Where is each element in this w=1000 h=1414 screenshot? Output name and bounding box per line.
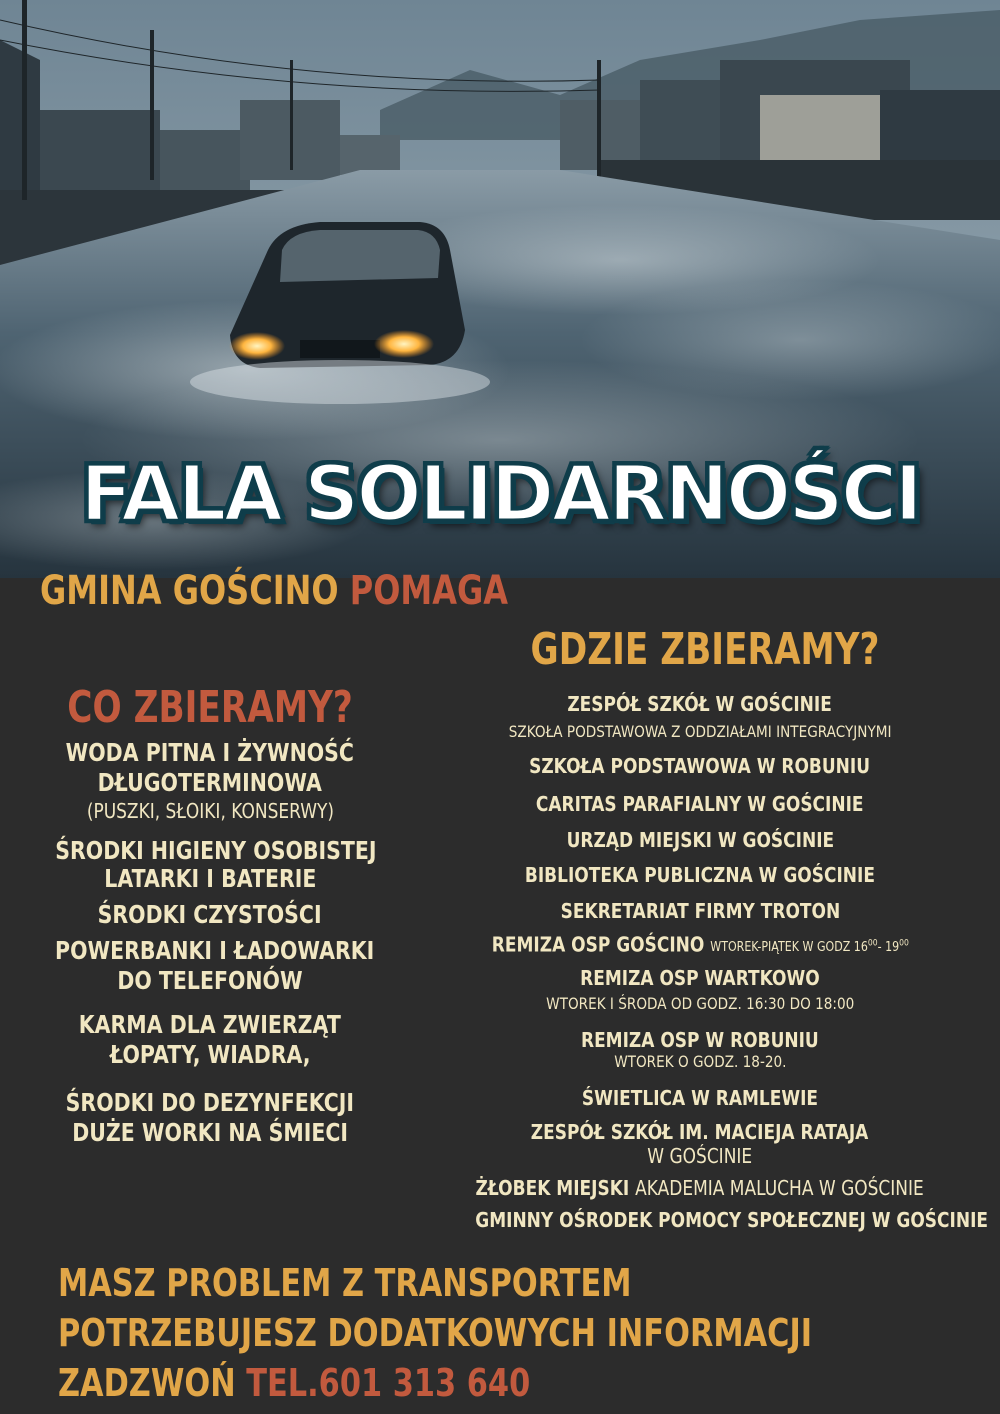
- location-osp-robun: REMIZA OSP W ROBUNIU: [581, 1028, 819, 1052]
- footer-line-3: [58, 1358, 812, 1408]
- osp-goscino-name: REMIZA OSP GOŚCINO: [491, 932, 704, 957]
- location-zlobek: [430, 1176, 970, 1200]
- footer-call: ZADZWOŃ: [58, 1361, 236, 1405]
- list-item-note: (PUSZKI, SŁOIKI, KONSERWY): [86, 799, 334, 823]
- what-heading: CO ZBIERAMY?: [67, 682, 353, 733]
- zlobek-rest: AKADEMIA MALUCHA W GOŚCINIE: [635, 1176, 925, 1200]
- location-zespol-rataja-2: W GOŚCINIE: [647, 1144, 753, 1168]
- subtitle: [40, 568, 508, 614]
- location-urzad: URZĄD MIEJSKI W GOŚCINIE: [566, 828, 834, 852]
- location-biblioteka: BIBLIOTEKA PUBLICZNA W GOŚCINIE: [524, 863, 876, 887]
- list-item: ŚRODKI CZYSTOŚCI: [97, 900, 323, 929]
- list-item: DO TELEFONÓW: [117, 966, 303, 995]
- subtitle-main: GMINA GOŚCINO: [40, 568, 339, 614]
- list-item: ŚRODKI DO DEZYNFEKCJI: [65, 1088, 355, 1117]
- phone-number: TEL.601 313 640: [246, 1361, 531, 1405]
- location-osp-goscino: [430, 932, 970, 960]
- subtitle-accent: POMAGA: [349, 568, 509, 614]
- contact-footer: [58, 1258, 1000, 1408]
- location-zespol: ZESPÓŁ SZKÓŁ W GOŚCINIE: [567, 692, 833, 716]
- location-osp-robun-hours: WTOREK O GODZ. 18-20.: [613, 1052, 787, 1071]
- list-item: DŁUGOTERMINOWA: [97, 768, 323, 797]
- list-item: ŁOPATY, WIADRA,: [109, 1040, 311, 1069]
- zlobek-bold: ŻŁOBEK MIEJSKI: [475, 1176, 630, 1200]
- location-caritas: CARITAS PARAFIALNY W GOŚCINIE: [536, 792, 864, 816]
- list-item: ŚRODKI HIGIENY OSOBISTEJ: [55, 836, 377, 865]
- footer-line-2: POTRZEBUJESZ DODATKOWYCH INFORMACJI: [58, 1311, 813, 1355]
- campaign-title: FALA SOLIDARNOŚCI: [80, 450, 920, 539]
- location-zespol-rataja: ZESPÓŁ SZKÓŁ IM. MACIEJA RATAJA: [531, 1120, 869, 1144]
- location-osp-wartkowo-hours: WTOREK I ŚRODA OD GODZ. 16:30 DO 18:00: [545, 994, 855, 1013]
- location-gops: GMINNY OŚRODEK POMOCY SPOŁECZNEJ W GOŚCINIE: [475, 1208, 989, 1232]
- list-item: WODA PITNA I ŻYWNOŚĆ: [65, 738, 355, 767]
- where-heading: GDZIE ZBIERAMY?: [530, 624, 880, 675]
- footer-line-1: MASZ PROBLEM Z TRANSPORTEM: [58, 1261, 632, 1305]
- location-zespol-sub: SZKOŁA PODSTAWOWA Z ODDZIAŁAMI INTEGRACYJNYMI: [508, 722, 892, 741]
- list-item: LATARKI I BATERIE: [103, 864, 317, 893]
- list-item: POWERBANKI I ŁADOWARKI: [55, 936, 375, 965]
- location-osp-wartkowo: REMIZA OSP WARTKOWO: [580, 966, 820, 990]
- list-item: KARMA DLA ZWIERZĄT: [78, 1010, 342, 1039]
- location-troton: SEKRETARIAT FIRMY TROTON: [560, 899, 840, 923]
- location-robun-school: SZKOŁA PODSTAWOWA W ROBUNIU: [529, 754, 871, 778]
- location-swietlica: ŚWIETLICA W RAMLEWIE: [581, 1086, 819, 1110]
- osp-goscino-hours: WTOREK-PIĄTEK W GODZ $16^{00}-$ $19^{00}$: [709, 939, 909, 956]
- list-item: DUŻE WORKI NA ŚMIECI: [72, 1118, 348, 1147]
